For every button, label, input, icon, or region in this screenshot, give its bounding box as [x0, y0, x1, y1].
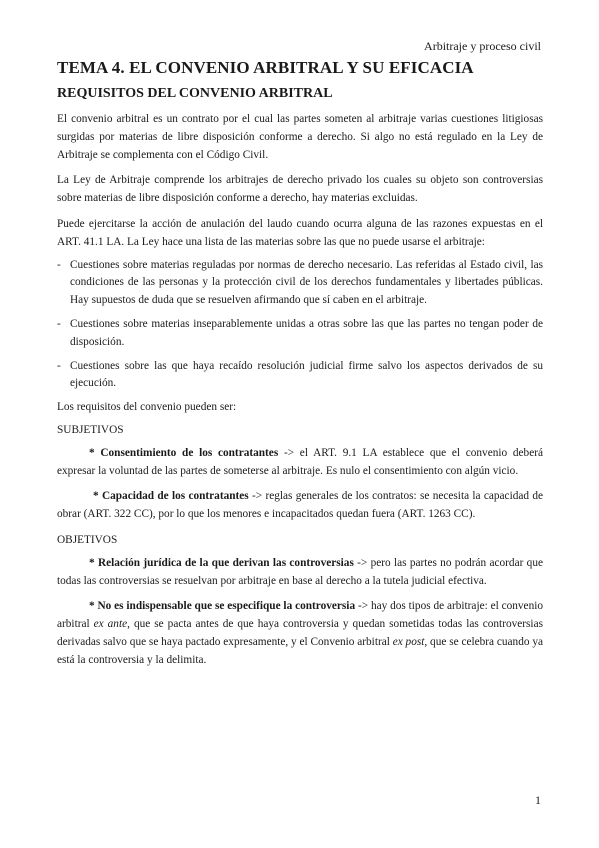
requirement-heading: * Capacidad de los contratantes [93, 490, 249, 503]
term-ex-post: ex post [392, 635, 425, 648]
list-item [57, 358, 543, 394]
list-item-text: Cuestiones sobre las que haya recaído resolución judicial firme salvo los aspectos derivados de su ejecución. [70, 359, 543, 390]
dash-bullet: - [57, 359, 61, 372]
page-title: TEMA 4. EL CONVENIO ARBITRAL Y SU EFICACIA [57, 58, 474, 77]
requirement-text: , que se celebra cuando ya está la controversia y la delimita. [57, 635, 543, 666]
requirement-controversy [57, 598, 543, 669]
dash-bullet: - [57, 258, 61, 271]
list-item-text: Cuestiones sobre materias reguladas por normas de derecho necesario. Las referidas al Estado civil, las condiciones de las personas y la protección civil de los derechos fundamentales y libertades públicas. Hay supuestos de duda que se resuelven afirmando que sí caben en el arbitraje. [70, 258, 543, 307]
term-ex-ante: ex ante [93, 618, 128, 631]
objective-label: OBJETIVOS [57, 533, 118, 546]
requirement-consent [57, 445, 543, 481]
document-body [57, 111, 543, 678]
requirement-heading: * No es indispensable que se especifique la controversia [89, 600, 356, 613]
requirement-text: -> reglas generales de los contratos: se necesita la capacidad de obrar (ART. 322 CC), por lo que los menores e incapacitados quedan fuera (ART. 1263 CC). [57, 490, 543, 521]
requirement-text: -> el ART. 9.1 LA establece que el convenio deberá expresar la voluntad de las partes de someterse al arbitraje. Es nulo el consentimiento con algún vicio. [57, 446, 543, 477]
page-number: 1 [535, 793, 541, 807]
requirements-intro: Los requisitos del convenio pueden ser: [57, 401, 237, 414]
paragraph-scope: La Ley de Arbitraje comprende los arbitrajes de derecho privado los cuales su objeto son controversias sobre materias de libre disposición conforme a derecho, hay materias excluidas. [57, 174, 543, 205]
requirement-text: -> hay dos tipos de arbitraje: el convenio arbitral [57, 600, 543, 631]
list-item [57, 316, 543, 352]
paragraph-annulment: Puede ejercitarse la acción de anulación del laudo cuando ocurra alguna de las razones expuestas en el ART. 41.1 LA. La Ley hace una lista de las materias sobre las que no puede usarse el arbitraje: [57, 217, 543, 248]
requirement-heading: * Relación jurídica de la que derivan las controversias [89, 556, 354, 569]
list-item-text: Cuestiones sobre materias inseparablemente unidas a otras sobre las que las partes no tengan poder de disposición. [70, 317, 543, 348]
requirement-capacity [57, 488, 543, 524]
list-item [57, 257, 543, 310]
dash-bullet: - [57, 317, 61, 330]
excluded-matters-list [57, 257, 543, 394]
paragraph-definition: El convenio arbitral es un contrato por el cual las partes someten al arbitraje varias cuestiones litigiosas surgidas por materias de libre disposición conforme a derecho. Si algo no está regulado en la Ley de Arbitraje se complementa con el Código Civil. [57, 113, 543, 161]
section-subtitle: REQUISITOS DEL CONVENIO ARBITRAL [57, 86, 333, 101]
running-header: Arbitraje y proceso civil [424, 39, 541, 53]
requirement-text: , que se pacta antes de que haya controversia y quedan sometidas todas las controversias derivadas salvo que se haya pactado expresamente, y el Convenio arbitral [57, 618, 543, 648]
subjective-label: SUBJETIVOS [57, 423, 124, 436]
requirement-heading: * Consentimiento de los contratantes [89, 446, 279, 459]
requirement-text: -> pero las partes no podrán acordar que todas las controversias se resuelvan por arbitraje en base al derecho a la tutela judicial efectiva. [57, 556, 543, 587]
requirement-legal-relation [57, 555, 543, 591]
